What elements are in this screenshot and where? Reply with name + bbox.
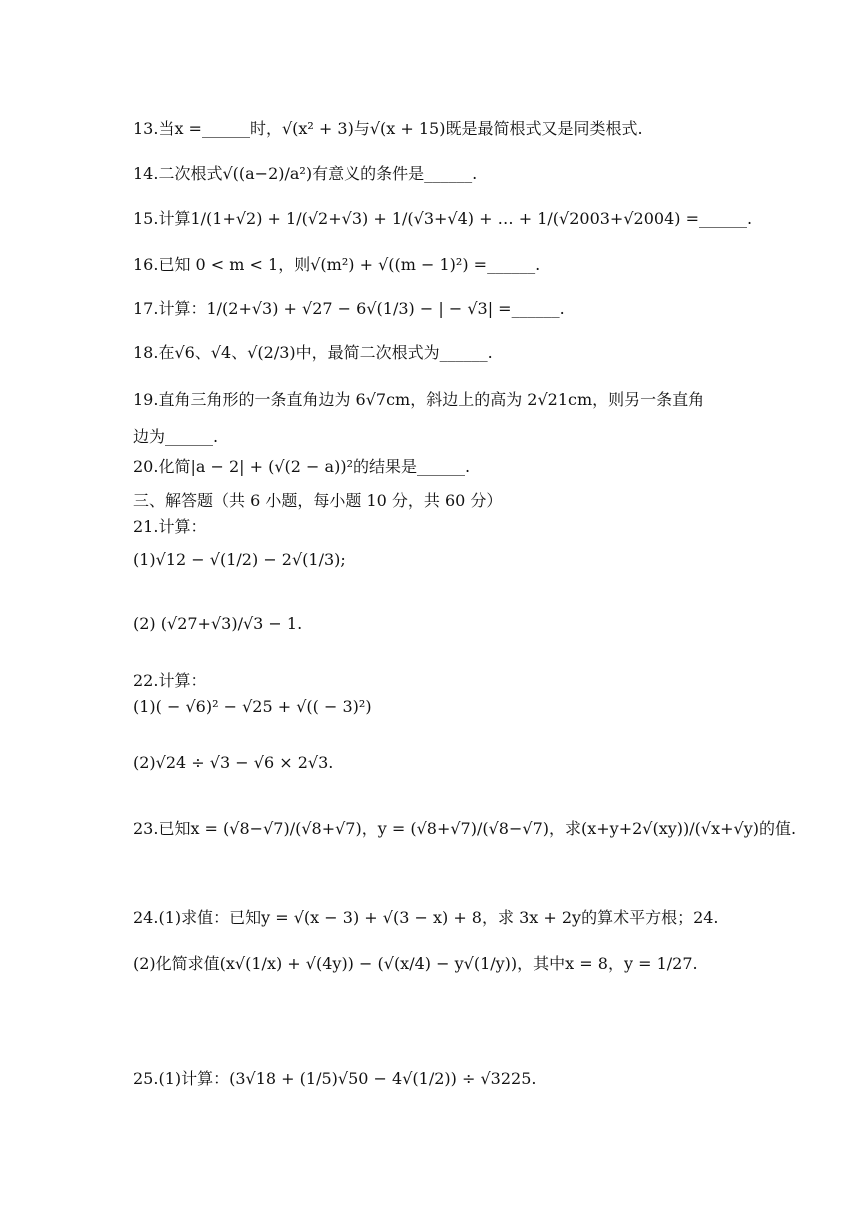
question-21-part-2: (2) (√27+√3)/√3 − 1. xyxy=(133,614,303,633)
question-22-part-2: (2)√24 ÷ √3 − √6 × 2√3. xyxy=(133,753,334,772)
question-24-part-2: (2)化简求值(x√(1/x) + √(4y)) − (√(x/4) − y√(1/y))，其中x = 8，y = 1/27. xyxy=(133,954,698,973)
question-24-part-1: 24.(1)求值：已知y = √(x − 3) + √(3 − x) + 8，求 3x + 2y的算术平方根；24. xyxy=(133,908,719,927)
question-22-part-1: (1)( − √6)² − √25 + √(( − 3)²) xyxy=(133,697,372,716)
question-13: 13.当x =______时，√(x² + 3)与√(x + 15)既是最简根式又是同类根式. xyxy=(133,119,643,138)
question-14: 14.二次根式√((a−2)/a²)有意义的条件是______. xyxy=(133,164,478,183)
question-18: 18.在√6、√4、√(2/3)中，最简二次根式为______. xyxy=(133,343,493,362)
question-17: 17.计算：1/(2+√3) + √27 − 6√(1/3) − | − √3| =______. xyxy=(133,299,565,318)
question-25: 25.(1)计算：(3√18 + (1/5)√50 − 4√(1/2)) ÷ √3225. xyxy=(133,1069,537,1088)
question-19: 19.直角三角形的一条直角边为 6√7cm，斜边上的高为 2√21cm，则另一条直角边为______. xyxy=(133,390,705,446)
question-15: 15.计算1/(1+√2) + 1/(√2+√3) + 1/(√3+√4) + … + 1/(√2003+√2004) =______. xyxy=(133,209,753,228)
question-22-title: 22.计算： xyxy=(133,671,207,690)
question-21-title: 21.计算： xyxy=(133,517,207,536)
question-23: 23.已知x = (√8−√7)/(√8+√7)，y = (√8+√7)/(√8−√7)，求(x+y+2√(xy))/(√x+√y)的值. xyxy=(133,819,797,838)
section-heading: 三、解答题（共 6 小题，每小题 10 分，共 60 分） xyxy=(133,491,503,510)
question-20: 20.化简|a − 2| + (√(2 − a))²的结果是______. xyxy=(133,457,471,476)
question-16: 16.已知 0 < m < 1，则√(m²) + √((m − 1)²) =______. xyxy=(133,255,541,274)
question-21-part-1: (1)√12 − √(1/2) − 2√(1/3); xyxy=(133,550,346,569)
